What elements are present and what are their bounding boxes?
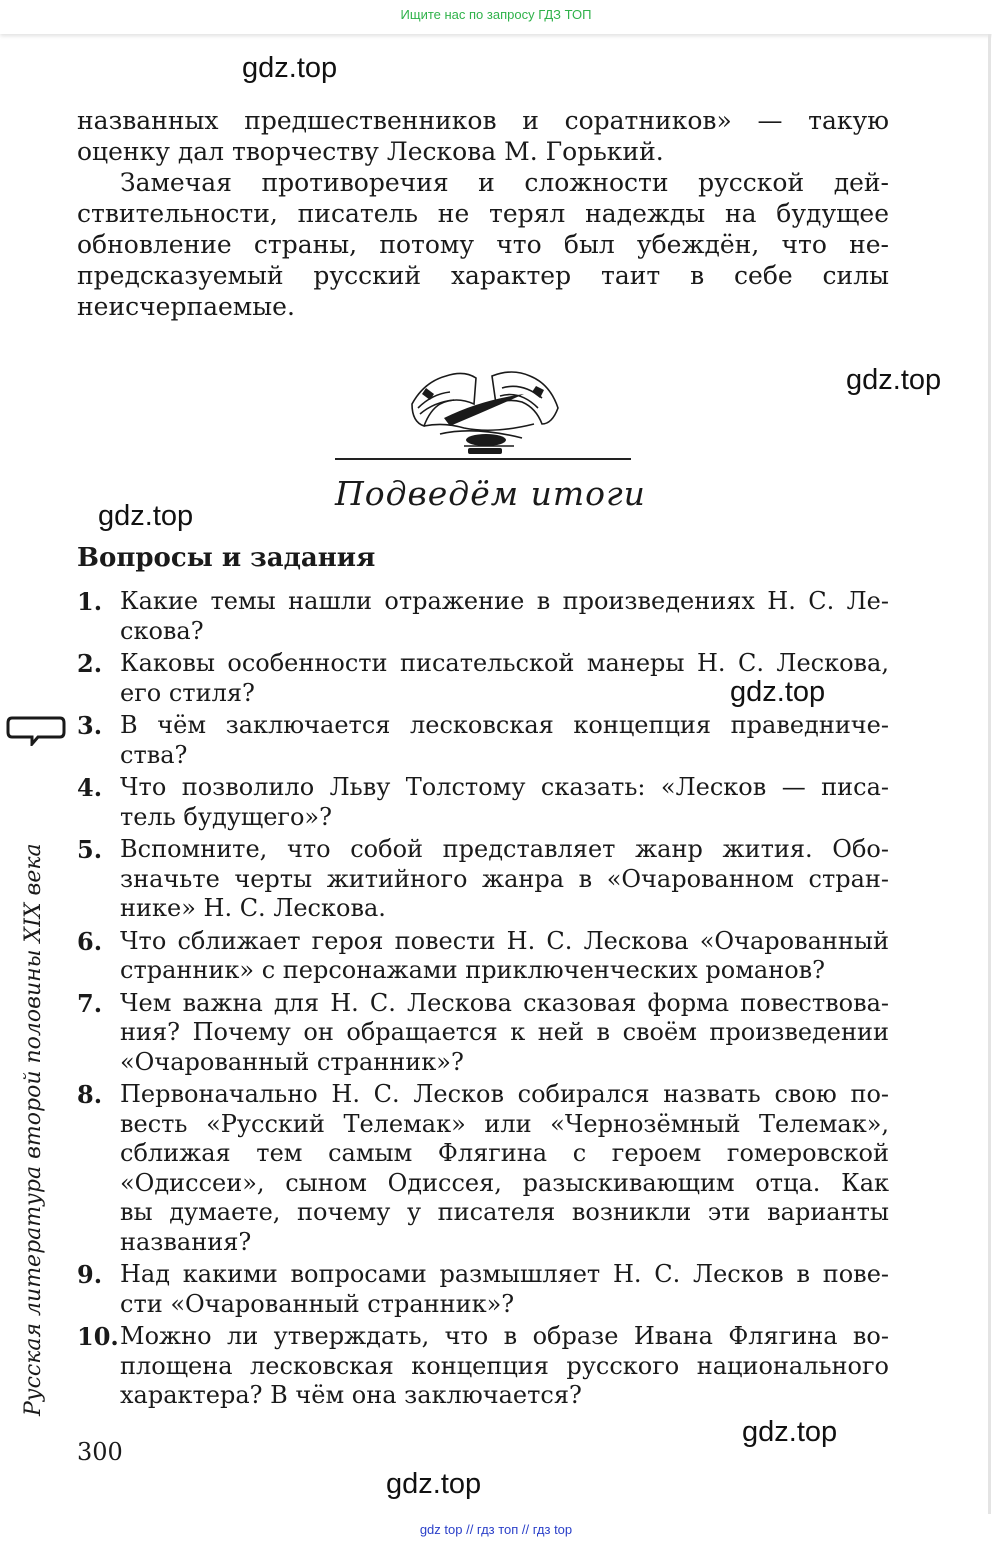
sub-heading: Вопросы и задания	[77, 543, 376, 573]
question-line: Вспомните, что собой представляет жанр жития. Обо-	[120, 835, 889, 863]
watermark: gdz.top	[242, 52, 338, 84]
question-number: 3.	[77, 711, 103, 740]
question-item	[77, 1260, 889, 1319]
question-line: весть «Русский Телемак» или «Чернозёмный Телемак»,	[120, 1109, 889, 1138]
question-line: значьте черты житийного жанра в «Очарованном стран-	[120, 864, 889, 893]
speech-bubble-icon	[6, 714, 66, 746]
watermark: gdz.top	[730, 676, 826, 708]
question-number: 6.	[77, 926, 103, 956]
question-item	[77, 1322, 889, 1411]
question-number: 2.	[77, 649, 103, 678]
question-line: странник» с персонажами приключенческих романов?	[120, 956, 826, 984]
question-line: Какие темы нашли отражение в произведениях Н. С. Ле-	[120, 587, 889, 615]
question-number: 8.	[77, 1080, 103, 1109]
question-number: 1.	[77, 587, 103, 616]
question-line: сти «Очарованный странник»?	[120, 1289, 515, 1318]
question-number: 7.	[77, 988, 103, 1018]
question-item	[77, 587, 889, 646]
question-item	[77, 927, 889, 986]
watermark: gdz.top	[742, 1416, 838, 1448]
quill-and-scroll-ornament-icon	[404, 364, 564, 460]
question-line: сближая тем самым Флягина с героем гомеровской	[120, 1139, 889, 1167]
question-line: Можно ли утверждать, что в образе Ивана Флягина во-	[120, 1322, 889, 1350]
side-running-title: Русская литература второй половины XIX века	[21, 843, 46, 1416]
question-line: нике» Н. С. Лескова.	[120, 894, 386, 922]
section-title: Подведём итоги	[335, 474, 646, 513]
text-line: предсказуемый русский характер таит в себе силы	[77, 261, 889, 290]
question-line: вы думаете, почему у писателя возникли эти варианты	[120, 1198, 889, 1226]
text-line: Замечая противоречия и сложности русской дей-	[120, 168, 889, 197]
question-line: Над какими вопросами размышляет Н. С. Лесков в пове-	[120, 1260, 889, 1288]
question-line: Каковы особенности писательской манеры Н. С. Лескова,	[120, 649, 889, 677]
question-number: 4.	[77, 773, 103, 802]
text-line: ствительности, писатель не терял надежды на будущее	[77, 199, 889, 228]
question-line: характера? В чём она заключается?	[120, 1381, 582, 1409]
question-line: его стиля?	[120, 678, 255, 707]
questions-list	[77, 587, 889, 1414]
question-line: тель будущего»?	[120, 802, 332, 831]
question-number: 10.	[77, 1322, 119, 1351]
watermark: gdz.top	[98, 500, 194, 532]
question-item	[77, 989, 889, 1078]
question-line: Первоначально Н. С. Лесков собирался назвать свою по-	[120, 1080, 889, 1108]
scrollbar-track	[988, 34, 991, 1514]
watermark: gdz.top	[386, 1468, 482, 1500]
question-item	[77, 773, 889, 832]
question-line: ния? Почему он обращается к ней в своём произведении	[120, 1018, 889, 1046]
question-line: названия?	[120, 1227, 252, 1256]
question-line: «Очарованный странник»?	[120, 1047, 464, 1076]
question-item	[77, 835, 889, 924]
watermark: gdz.top	[846, 364, 942, 396]
body-paragraph	[77, 105, 889, 167]
question-item	[77, 711, 889, 770]
question-line: площена лесковская концепция русского национального	[120, 1351, 889, 1380]
body-paragraph	[77, 167, 889, 322]
question-line: Что позволило Льву Толстому сказать: «Лесков — писа-	[120, 773, 889, 801]
question-number: 9.	[77, 1260, 103, 1289]
question-line: скова?	[120, 616, 204, 645]
question-number: 5.	[77, 835, 103, 864]
question-line: ства?	[120, 740, 188, 769]
question-line: Чем важна для Н. С. Лескова сказовая форма повествова-	[120, 988, 889, 1017]
text-line: неисчерпаемые.	[77, 292, 295, 321]
question-item	[77, 649, 889, 708]
section-divider	[335, 458, 631, 460]
text-line: оценку дал творчеству Лескова М. Горький.	[77, 137, 664, 166]
question-line: «Одиссеи», сыном Одиссея, разыскивающим отца. Как	[120, 1168, 889, 1197]
footer-links[interactable]: gdz top // гдз топ // гдз top	[419, 1522, 573, 1537]
text-line: названных предшественников и соратников» — такую	[77, 106, 889, 135]
page-number: 300	[77, 1438, 123, 1466]
top-banner: Ищите нас по запросу ГДЗ ТОП	[0, 0, 992, 34]
question-item	[77, 1080, 889, 1257]
question-line: Что сближает героя повести Н. С. Лескова «Очарованный	[120, 926, 889, 955]
question-line: В чём заключается лесковская концепция праведниче-	[120, 711, 889, 739]
text-line: обновление страны, потому что был убеждён, что не-	[77, 230, 889, 259]
